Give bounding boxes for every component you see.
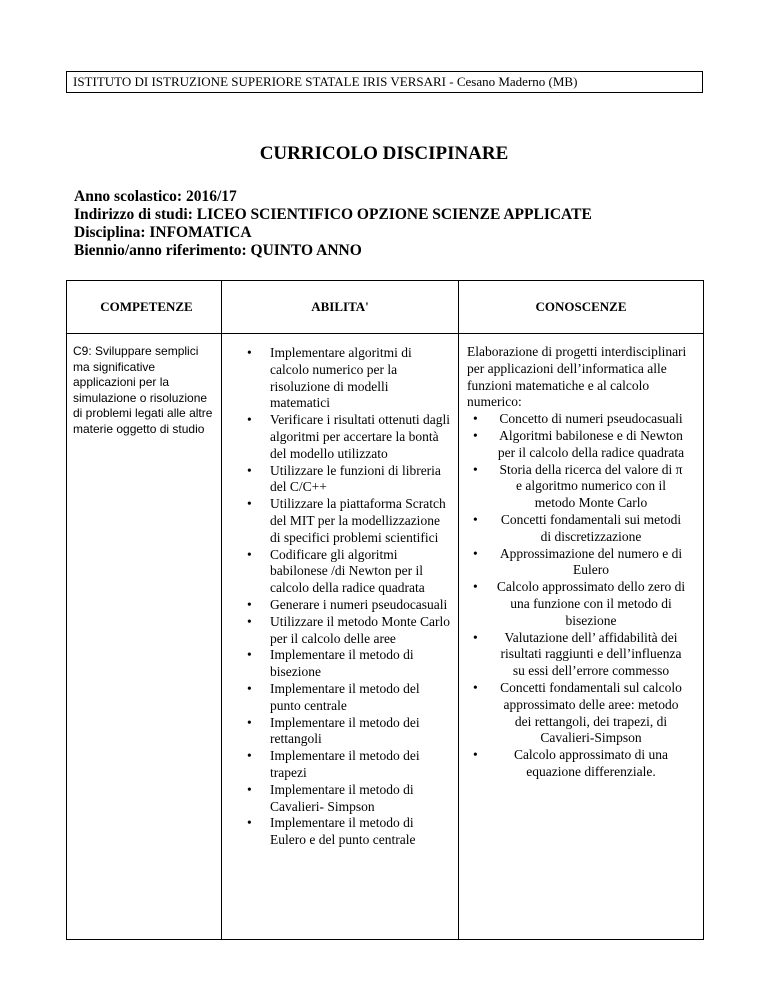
bullet-icon: • (473, 427, 478, 443)
abilita-item-text: Generare i numeri pseudocasuali (270, 596, 448, 612)
table-row (67, 334, 704, 940)
conoscenze-item (467, 462, 693, 512)
bullet-icon: • (473, 579, 478, 595)
abilita-item-text: Verificare i risultati ottenuti dagli algoritmi per accertare la bontà del modello utilizzato (270, 412, 450, 461)
conoscenze-intro: Elaborazione di progetti interdisciplinari per applicazioni dell’informatica alle funzioni matematiche e al calcolo numerico: (467, 344, 687, 410)
bullet-icon: • (247, 596, 252, 612)
reference-year: Biennio/anno riferimento: QUINTO ANNO (74, 242, 362, 259)
school-year: Anno scolastico: 2016/17 (74, 188, 237, 205)
curriculum-table (66, 280, 704, 940)
abilita-item-text: Utilizzare il metodo Monte Carlo per il calcolo delle aree (270, 613, 450, 646)
abilita-item (237, 815, 451, 849)
bullet-icon: • (473, 461, 478, 477)
abilita-item (237, 647, 451, 681)
conoscenze-cell (459, 334, 704, 940)
bullet-icon: • (247, 546, 252, 562)
abilita-item-text: Implementare il metodo di Cavalieri- Simpson (270, 781, 414, 814)
conoscenze-item-text: Concetto di numeri pseudocasuali (499, 411, 683, 427)
conoscenze-item (467, 747, 693, 781)
abilita-item-text: Utilizzare le funzioni di libreria del C/C++ (270, 462, 441, 495)
abilita-item-text: Implementare il metodo dei trapezi (270, 748, 420, 780)
abilita-item (237, 782, 451, 816)
conoscenze-item-text: Approssimazione del numero e di Eulero (499, 545, 683, 578)
conoscenze-item (467, 630, 693, 680)
conoscenze-item-text: Storia della ricerca del valore di π e algoritmo numerico con il metodo Monte Carlo (499, 461, 683, 511)
abilita-item (237, 614, 451, 648)
study-program: Indirizzo di studi: LICEO SCIENTIFICO OPZIONE SCIENZE APPLICATE (74, 206, 592, 223)
bullet-icon: • (247, 680, 252, 696)
bullet-icon: • (473, 511, 478, 527)
bullet-icon: • (473, 411, 478, 427)
abilita-item-text: Utilizzare la piattaforma Scratch del MIT per la modellizzazione di specifici problemi scientifici (270, 496, 446, 545)
conoscenze-item-text: Valutazione dell’ affidabilità dei risultati raggiunti e dell’influenza su essi dell’errore commesso (500, 629, 682, 679)
abilita-item-text: Implementare il metodo di Eulero e del punto centrale (270, 815, 416, 848)
header-conoscenze: CONOSCENZE (459, 281, 704, 334)
conoscenze-item-text: Concetti fondamentali sul calcolo approssimato delle aree: metodo dei rettangoli, dei trapezi, di Cavalieri-Simpson (500, 679, 682, 746)
abilita-item-text: Codificare gli algoritmi babilonese /di Newton per il calcolo della radice quadrata (270, 546, 425, 596)
header-abilita: ABILITA' (222, 281, 459, 334)
conoscenze-item (467, 428, 693, 462)
conoscenze-item-text: Calcolo approssimato di una equazione differenziale. (513, 747, 669, 779)
bullet-icon: • (247, 781, 252, 797)
abilita-item (237, 715, 451, 749)
abilita-item (237, 412, 451, 462)
abilita-item (237, 547, 451, 597)
bullet-icon: • (473, 747, 478, 763)
abilita-item (237, 345, 451, 412)
abilita-item-text: Implementare il metodo dei rettangoli (270, 714, 420, 747)
bullet-icon: • (473, 629, 478, 645)
conoscenze-item (467, 680, 693, 747)
discipline: Disciplina: INFOMATICA (74, 224, 252, 241)
bullet-icon: • (247, 613, 252, 629)
conoscenze-list (467, 411, 693, 781)
bullet-icon: • (247, 647, 252, 663)
conoscenze-item (467, 546, 693, 580)
bullet-icon: • (247, 714, 252, 730)
abilita-item-text: Implementare algoritmi di calcolo numerico per la risoluzione di modelli matematici (270, 345, 412, 411)
header-competenze: COMPETENZE (67, 281, 222, 334)
abilita-item (237, 496, 451, 546)
page-title: CURRICOLO DISCIPINARE (259, 143, 509, 164)
abilita-item-text: Implementare il metodo di bisezione (270, 647, 414, 680)
bullet-icon: • (247, 815, 252, 831)
bullet-icon: • (247, 462, 252, 478)
bullet-icon: • (247, 748, 252, 764)
abilita-item-text: Implementare il metodo del punto centrale (270, 680, 420, 713)
course-info (74, 188, 592, 260)
abilita-list (223, 335, 457, 849)
bullet-icon: • (247, 496, 252, 512)
conoscenze-item (467, 579, 693, 629)
bullet-icon: • (247, 412, 252, 428)
abilita-item (237, 597, 451, 614)
abilita-item (237, 748, 451, 782)
school-header: ISTITUTO DI ISTRUZIONE SUPERIORE STATALE IRIS VERSARI - Cesano Maderno (MB) (66, 71, 703, 93)
bullet-icon: • (247, 345, 252, 360)
conoscenze-item (467, 512, 693, 546)
abilita-cell (222, 334, 459, 940)
conoscenze-item (467, 411, 693, 428)
conoscenze-item-text: Calcolo approssimato dello zero di una funzione con il metodo di bisezione (496, 579, 686, 628)
bullet-icon: • (473, 545, 478, 561)
abilita-item (237, 463, 451, 497)
conoscenze-item-text: Algoritmi babilonese e di Newton per il calcolo della radice quadrata (497, 427, 685, 460)
bullet-icon: • (473, 679, 478, 695)
conoscenze-item-text: Concetti fondamentali sui metodi di discretizzazione (500, 511, 682, 544)
table-header-row (67, 281, 704, 334)
competenze-cell: C9: Sviluppare semplici ma significative applicazioni per la simulazione o risoluzione di problemi legati alle altre materie oggetto di studio (67, 334, 222, 940)
abilita-item (237, 681, 451, 715)
